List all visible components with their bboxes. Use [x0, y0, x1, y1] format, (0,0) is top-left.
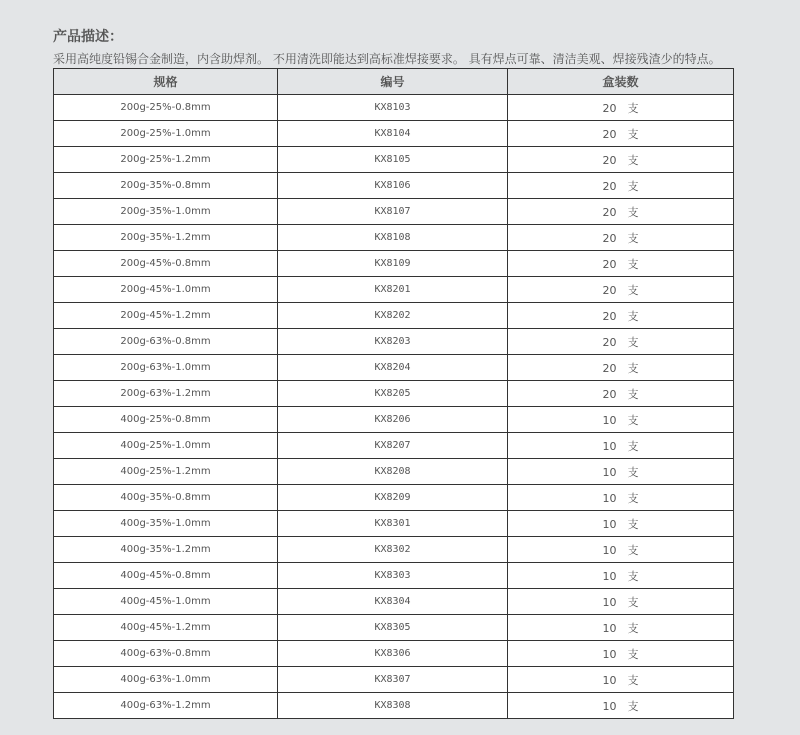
cell-spec: 200g-45%-1.2mm: [54, 303, 278, 329]
cell-qty: 10 支: [508, 511, 734, 537]
cell-code: KX8303: [278, 563, 508, 589]
cell-spec: 400g-25%-0.8mm: [54, 407, 278, 433]
cell-code: KX8201: [278, 277, 508, 303]
table-row: [54, 199, 734, 225]
cell-qty: 10 支: [508, 693, 734, 719]
cell-code: KX8207: [278, 433, 508, 459]
cell-qty: 20 支: [508, 199, 734, 225]
cell-qty: 20 支: [508, 147, 734, 173]
cell-qty: 20 支: [508, 251, 734, 277]
table-row: [54, 121, 734, 147]
cell-spec: 200g-25%-1.0mm: [54, 121, 278, 147]
table-row: [54, 667, 734, 693]
table-row: [54, 147, 734, 173]
section-title: 产品描述：: [53, 29, 123, 45]
cell-spec: 400g-35%-1.2mm: [54, 537, 278, 563]
cell-qty: 10 支: [508, 485, 734, 511]
cell-spec: 400g-45%-1.0mm: [54, 589, 278, 615]
cell-code: KX8306: [278, 641, 508, 667]
table-row: [54, 173, 734, 199]
cell-spec: 200g-35%-1.0mm: [54, 199, 278, 225]
cell-code: KX8109: [278, 251, 508, 277]
table-row: [54, 563, 734, 589]
product-description: 采用高纯度铅锡合金制造，内含助焊剂。 不用清洗即能达到高标准焊接要求。 具有焊点可靠、清洁美观、焊接残渣少的特点。: [53, 52, 721, 66]
cell-code: KX8301: [278, 511, 508, 537]
table-row: [54, 589, 734, 615]
table-row: [54, 485, 734, 511]
cell-spec: 400g-45%-1.2mm: [54, 615, 278, 641]
cell-code: KX8307: [278, 667, 508, 693]
cell-code: KX8308: [278, 693, 508, 719]
cell-code: KX8305: [278, 615, 508, 641]
cell-spec: 400g-35%-1.0mm: [54, 511, 278, 537]
cell-code: KX8103: [278, 95, 508, 121]
cell-spec: 200g-35%-1.2mm: [54, 225, 278, 251]
cell-code: KX8206: [278, 407, 508, 433]
cell-qty: 20 支: [508, 303, 734, 329]
cell-qty: 20 支: [508, 173, 734, 199]
cell-spec: 200g-63%-0.8mm: [54, 329, 278, 355]
table-row: [54, 641, 734, 667]
table-row: [54, 407, 734, 433]
table-row: [54, 355, 734, 381]
cell-qty: 20 支: [508, 381, 734, 407]
table-header-row: [54, 69, 734, 95]
cell-spec: 400g-63%-1.0mm: [54, 667, 278, 693]
cell-spec: 200g-63%-1.2mm: [54, 381, 278, 407]
header-qty: 盒装数: [508, 69, 734, 95]
cell-spec: 200g-25%-1.2mm: [54, 147, 278, 173]
table-row: [54, 615, 734, 641]
cell-spec: 200g-45%-1.0mm: [54, 277, 278, 303]
cell-qty: 10 支: [508, 641, 734, 667]
header-code: 编号: [278, 69, 508, 95]
table-row: [54, 433, 734, 459]
table-row: [54, 511, 734, 537]
table-row: [54, 693, 734, 719]
cell-qty: 10 支: [508, 615, 734, 641]
cell-qty: 10 支: [508, 563, 734, 589]
cell-qty: 10 支: [508, 537, 734, 563]
table-row: [54, 537, 734, 563]
cell-spec: 200g-35%-0.8mm: [54, 173, 278, 199]
cell-code: KX8107: [278, 199, 508, 225]
cell-code: KX8106: [278, 173, 508, 199]
cell-code: KX8205: [278, 381, 508, 407]
cell-code: KX8204: [278, 355, 508, 381]
cell-spec: 400g-63%-0.8mm: [54, 641, 278, 667]
cell-code: KX8202: [278, 303, 508, 329]
cell-code: KX8203: [278, 329, 508, 355]
cell-qty: 20 支: [508, 225, 734, 251]
table-row: [54, 225, 734, 251]
cell-code: KX8104: [278, 121, 508, 147]
cell-spec: 400g-45%-0.8mm: [54, 563, 278, 589]
cell-spec: 400g-25%-1.0mm: [54, 433, 278, 459]
cell-spec: 400g-25%-1.2mm: [54, 459, 278, 485]
cell-qty: 20 支: [508, 355, 734, 381]
table-row: [54, 329, 734, 355]
cell-qty: 20 支: [508, 277, 734, 303]
cell-qty: 10 支: [508, 407, 734, 433]
cell-qty: 10 支: [508, 459, 734, 485]
header-spec: 规格: [54, 69, 278, 95]
cell-code: KX8304: [278, 589, 508, 615]
cell-spec: 400g-35%-0.8mm: [54, 485, 278, 511]
cell-code: KX8302: [278, 537, 508, 563]
cell-spec: 200g-45%-0.8mm: [54, 251, 278, 277]
table-row: [54, 251, 734, 277]
spec-table: [53, 68, 734, 719]
table-body: [54, 95, 734, 719]
cell-qty: 20 支: [508, 329, 734, 355]
cell-code: KX8208: [278, 459, 508, 485]
cell-spec: 400g-63%-1.2mm: [54, 693, 278, 719]
table-row: [54, 459, 734, 485]
table-row: [54, 95, 734, 121]
cell-qty: 10 支: [508, 433, 734, 459]
cell-code: KX8105: [278, 147, 508, 173]
table-row: [54, 277, 734, 303]
cell-code: KX8108: [278, 225, 508, 251]
cell-spec: 200g-25%-0.8mm: [54, 95, 278, 121]
cell-qty: 20 支: [508, 95, 734, 121]
cell-spec: 200g-63%-1.0mm: [54, 355, 278, 381]
cell-qty: 20 支: [508, 121, 734, 147]
table-row: [54, 303, 734, 329]
cell-qty: 10 支: [508, 589, 734, 615]
table-row: [54, 381, 734, 407]
cell-code: KX8209: [278, 485, 508, 511]
cell-qty: 10 支: [508, 667, 734, 693]
